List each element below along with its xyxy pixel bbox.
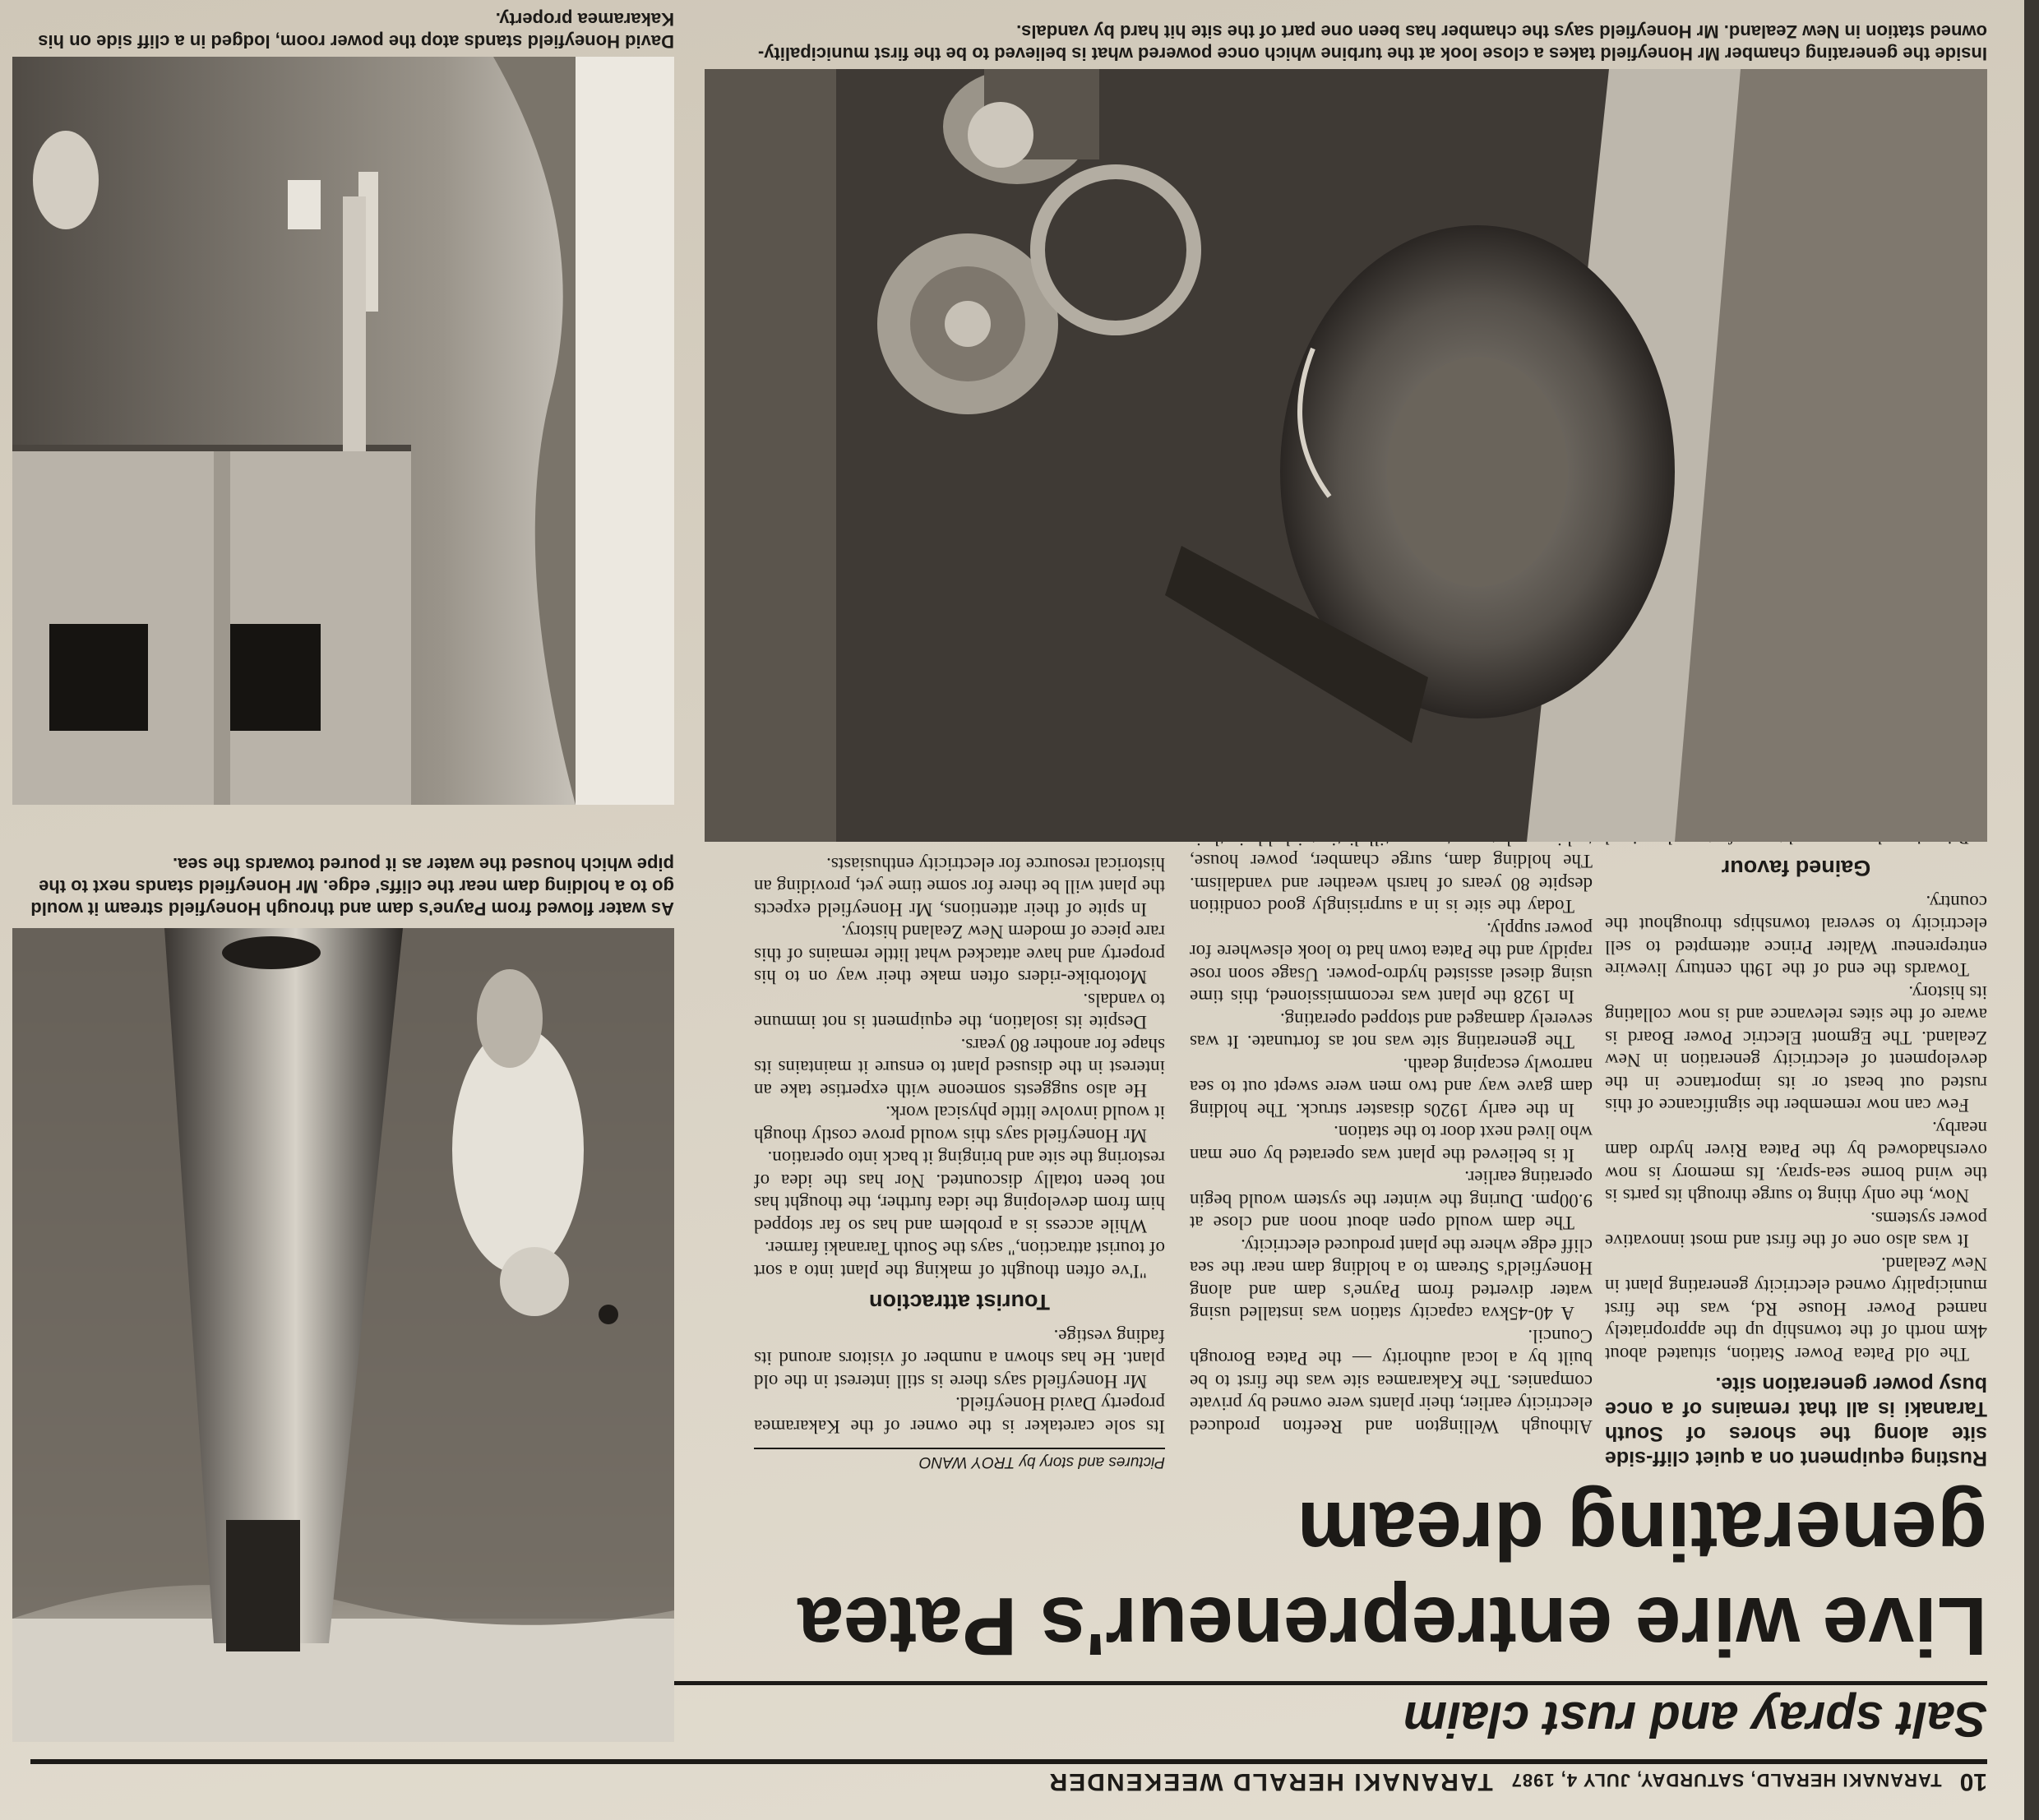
paragraph: While access is a problem and has so far stopped him from developing the idea further, the thought has not been totally discounted. Nor has the idea of restoring the site and bringing it back into operation. bbox=[754, 1148, 1165, 1236]
paragraph: It is believed the plant was operated by one man who lived next door to the station. bbox=[1190, 1122, 1593, 1166]
subhead-gained-favour: Gained favour bbox=[1721, 856, 1871, 881]
intro-paragraph bbox=[1605, 1372, 1987, 1471]
article-column-3 bbox=[754, 853, 1165, 1439]
pipe-photo bbox=[12, 928, 674, 1742]
paragraph: In the early 1920s disaster struck. The holding dam gave way and two men were swept out to sea narrowly escaping death. bbox=[1190, 1055, 1593, 1120]
article-column-1 bbox=[1605, 758, 1987, 1471]
page-number: 10 bbox=[1959, 1768, 1987, 1795]
turbine-photo bbox=[705, 69, 1987, 842]
paragraph: Rusting equipment on a quiet cliff-side site along the shores of South Taranaki is all that remains of a once busy power generation site. bbox=[1605, 1373, 1987, 1470]
paragraph: He also suggests someone with expertise take an interest in the disused plant to ensure it maintains its shape for another 80 years. bbox=[754, 1035, 1165, 1101]
subhead-tourist-attraction: Tourist attraction bbox=[869, 1290, 1051, 1315]
date-line: TARANAKI HERALD, SATURDAY, JULY 4, 1987 bbox=[1510, 1770, 1942, 1790]
paragraph: Motorbike-riders often make their way on to his property and have attacked what little remains of this rare piece of modern New Zealand history. bbox=[754, 922, 1165, 988]
paragraph: Towards the end of the 19th century livewire entrepreneur Walter Prince attempted to sell electricity to several townships throughout the country. bbox=[1605, 892, 1987, 981]
column-2-body bbox=[1190, 805, 1593, 1438]
column-3-body-after-subhead bbox=[754, 853, 1165, 1283]
paragraph: Today the site is in a surprisingly good condition despite 80 years of harsh weather and vandalism. The holding dam, surge chamber, power house, bbox=[1190, 851, 1593, 917]
paragraph: The generating site was not as fortunate. It was severely damaged and stopped operating. bbox=[1190, 1009, 1593, 1053]
column-3-body bbox=[754, 1325, 1165, 1439]
paragraph: The dam would open about noon and close at 9.00pm. During the winter the system would begin operating earlier. bbox=[1190, 1167, 1593, 1234]
byline: Pictures and story by TROY WANO bbox=[754, 1448, 1165, 1471]
kicker: Salt spray and rust claim bbox=[655, 1681, 1987, 1748]
turbine-photo-caption: Inside the generating chamber Mr Honeyfield takes a close look at the turbine which once powered what is believed to be the first municipality-owned station in New Zealand. Mr Honeyfield says the chamber has been one part of the site hit hard by vandals. bbox=[757, 21, 1987, 64]
paragraph: Few can now remember the significance of this rusted out beast or its importance in the development of electricity generation in New Zealand. The Egmont Electric Power Board is aware of the sites relevance and is now collating its history. bbox=[1605, 982, 1987, 1116]
paragraph: Mr Honeyfield says this would prove costly though it would involve little physical work. bbox=[754, 1102, 1165, 1146]
paragraph: Although Wellington and Reefton produced electricity earlier, their plants were owned by private companies. The Kakaramea site was the first to be built by a local authority — the Patea Borough Council. bbox=[1190, 1326, 1593, 1437]
paragraph: Now, the only thing to surge through its parts is the wind borne sea-spray. Its memory is now overshadowed by the Patea River hydro dam nearby. bbox=[1605, 1118, 1987, 1207]
headline: Live wire entrepreneur's Patea generating dream bbox=[798, 1485, 1987, 1672]
paragraph: Its sole caretaker is the owner of the Kakaramea property David Honeyfield. bbox=[754, 1393, 1165, 1437]
power-room-photo bbox=[12, 57, 674, 805]
paragraph: Despite its isolation, the equipment is not immune to vandals. bbox=[754, 990, 1165, 1033]
pipe-photo-caption: As water flowed from Payne's dam and through Honeyfield stream it would go to a holding dam near the cliffs' edge. Mr Honeyfield stands next to the pipe which housed the water as it poured towards the sea. bbox=[30, 854, 674, 919]
article-column-2 bbox=[1190, 805, 1593, 1438]
paragraph: A 40-45kva capacity station was installed using water diverted from Payne's dam and along Honeyfield's Stream to a holding dam near the sea cliff edge where the plant produced electricity. bbox=[1190, 1236, 1593, 1324]
section-name: TARANAKI HERALD WEEKENDER bbox=[1047, 1768, 1493, 1795]
paragraph: Mr Honeyfield says there is still interest in the old plant. He has shown a number of visitors around its fading vestige. bbox=[754, 1326, 1165, 1392]
paragraph: In 1928 the plant was recommissioned, this time using diesel assisted hydro-power. Usage soon rose rapidly and the Patea town had to look elsewhere for power supply. bbox=[1190, 919, 1593, 1008]
paragraph: It was also one of the first and most innovative power systems. bbox=[1605, 1208, 1987, 1252]
masthead bbox=[30, 1759, 1987, 1795]
power-room-photo-caption: David Honeyfield stands atop the power room, lodged in a cliff side on his Kakaramea property. bbox=[38, 9, 674, 52]
paragraph: "I've often thought of making the plant into a sort of tourist attraction," says the South Taranaki farmer. bbox=[754, 1238, 1165, 1282]
column-1-body bbox=[1605, 891, 1987, 1366]
paragraph: The old Patea Power Station, situated about 4km north of the township up the appropriately named Power House Rd, was the first municipality owned electricity generating plant in New Zealand. bbox=[1605, 1254, 1987, 1365]
paragraph: In spite of their attentions, Mr Honeyfield expects the plant will be there for some time yet, providing an historical resource for electricity enthusiasts. bbox=[754, 854, 1165, 920]
